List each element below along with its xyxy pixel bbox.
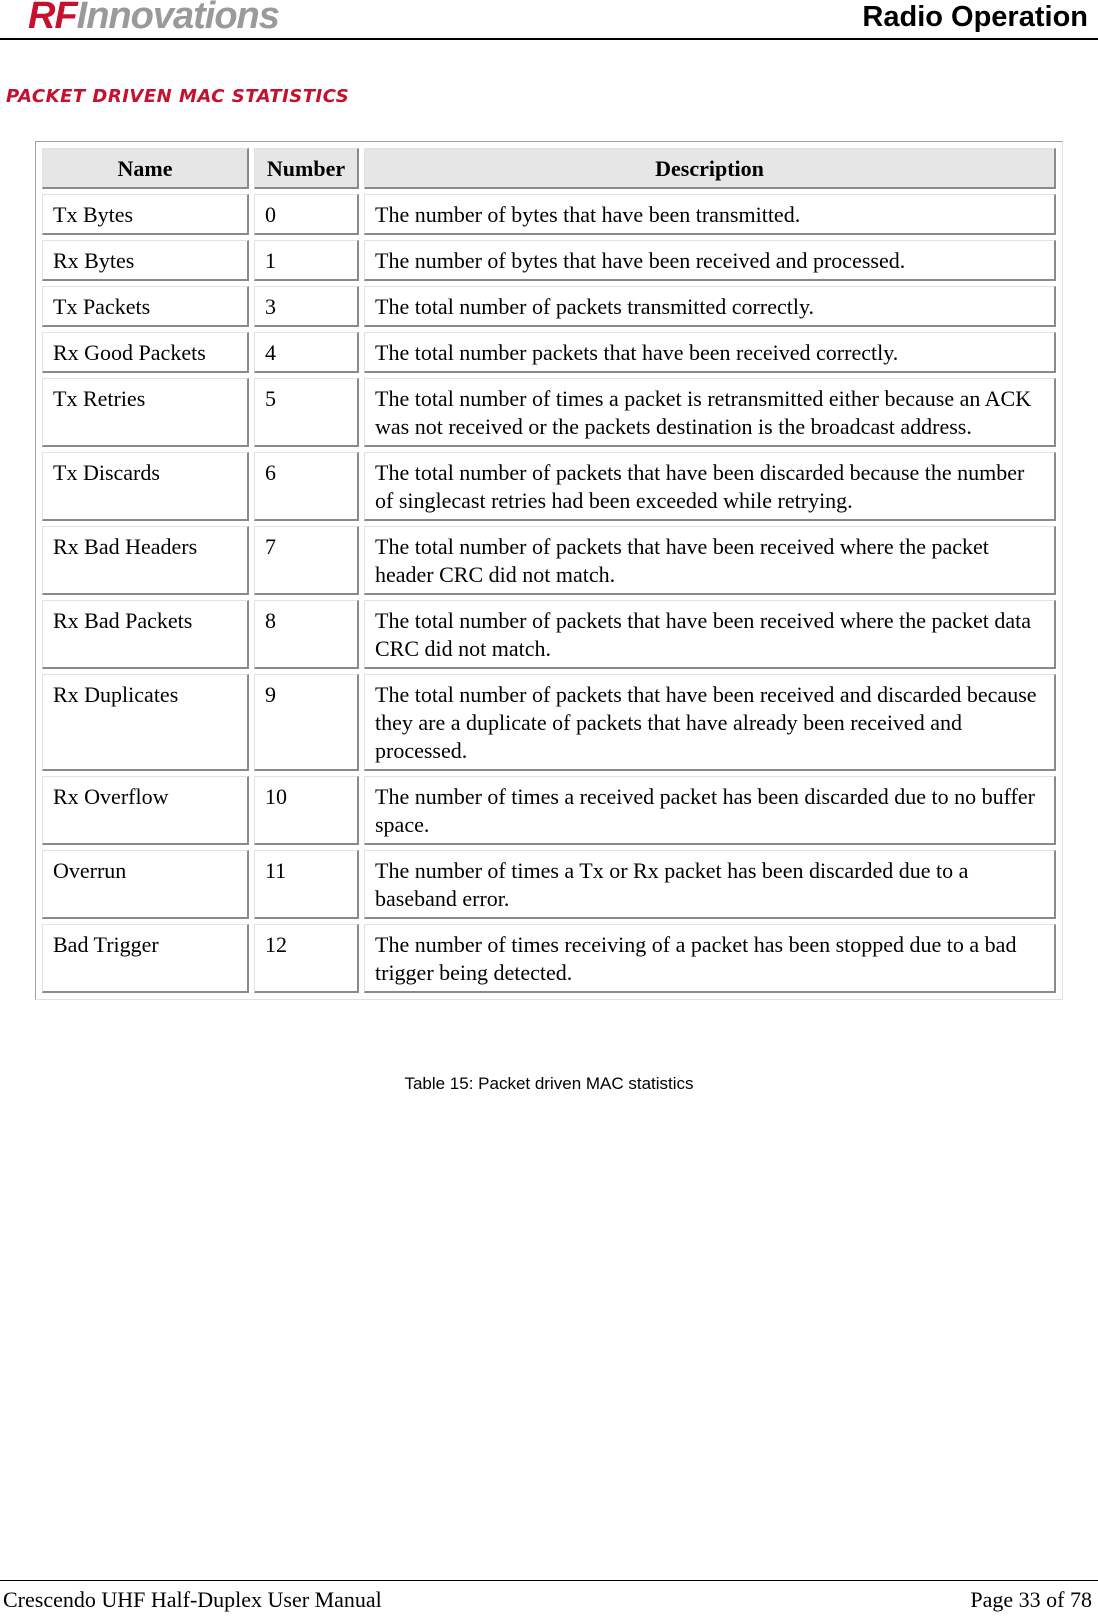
cell-number: 6 <box>254 452 359 521</box>
cell-name: Tx Bytes <box>42 194 249 235</box>
cell-description: The number of bytes that have been received and processed. <box>364 240 1056 281</box>
page-header <box>0 0 1098 40</box>
cell-description: The total number of packets that have been received where the packet header CRC did not match. <box>364 526 1056 595</box>
table-row <box>42 924 1056 993</box>
cell-name: Rx Bad Packets <box>42 600 249 669</box>
table-row <box>42 286 1056 327</box>
footer-page-number: Page 33 of 78 <box>970 1587 1092 1612</box>
cell-description: The total number of packets that have been discarded because the number of singlecast retries had been exceeded while retrying. <box>364 452 1056 521</box>
table-row <box>42 332 1056 373</box>
cell-number: 8 <box>254 600 359 669</box>
table-row <box>42 674 1056 771</box>
cell-description: The number of times a Tx or Rx packet has been discarded due to a baseband error. <box>364 850 1056 919</box>
cell-name: Tx Retries <box>42 378 249 447</box>
cell-name: Tx Packets <box>42 286 249 327</box>
cell-name: Rx Bytes <box>42 240 249 281</box>
cell-description: The number of times a received packet has been discarded due to no buffer space. <box>364 776 1056 845</box>
cell-name: Tx Discards <box>42 452 249 521</box>
cell-number: 9 <box>254 674 359 771</box>
cell-name: Overrun <box>42 850 249 919</box>
cell-number: 4 <box>254 332 359 373</box>
cell-number: 3 <box>254 286 359 327</box>
cell-description: The total number of packets that have been received where the packet data CRC did not match. <box>364 600 1056 669</box>
cell-name: Rx Good Packets <box>42 332 249 373</box>
cell-number: 10 <box>254 776 359 845</box>
table-header-row <box>42 148 1056 189</box>
rf-innovations-logo: RFInnovations <box>28 0 279 37</box>
table-row <box>42 600 1056 669</box>
cell-description: The total number of packets transmitted correctly. <box>364 286 1056 327</box>
cell-description: The total number of packets that have been received and discarded because they are a duplicate of packets that have already been received and processed. <box>364 674 1056 771</box>
header-title: Radio Operation <box>862 1 1088 33</box>
cell-description: The total number packets that have been received correctly. <box>364 332 1056 373</box>
table-caption: Table 15: Packet driven MAC statistics <box>404 1074 694 1093</box>
cell-description: The number of times receiving of a packet has been stopped due to a bad trigger being detected. <box>364 924 1056 993</box>
cell-number: 0 <box>254 194 359 235</box>
cell-name: Rx Duplicates <box>42 674 249 771</box>
statistics-table-frame <box>35 141 1063 1000</box>
cell-number: 5 <box>254 378 359 447</box>
table-row <box>42 194 1056 235</box>
column-header-name: Name <box>42 148 249 189</box>
table-row <box>42 240 1056 281</box>
cell-number: 7 <box>254 526 359 595</box>
cell-name: Rx Bad Headers <box>42 526 249 595</box>
table-row <box>42 452 1056 521</box>
table-body <box>42 194 1056 993</box>
section-title: PACKET DRIVEN MAC STATISTICS <box>6 86 350 107</box>
table-row <box>42 850 1056 919</box>
cell-number: 1 <box>254 240 359 281</box>
cell-description: The number of bytes that have been transmitted. <box>364 194 1056 235</box>
cell-number: 11 <box>254 850 359 919</box>
table-row <box>42 526 1056 595</box>
table-row <box>42 776 1056 845</box>
page-footer <box>0 1580 1098 1619</box>
footer-manual-title: Crescendo UHF Half-Duplex User Manual <box>3 1587 382 1612</box>
cell-description: The total number of times a packet is retransmitted either because an ACK was not received or the packets destination is the broadcast address. <box>364 378 1056 447</box>
statistics-table <box>37 143 1061 998</box>
column-header-number: Number <box>254 148 359 189</box>
column-header-description: Description <box>364 148 1056 189</box>
cell-name: Rx Overflow <box>42 776 249 845</box>
cell-name: Bad Trigger <box>42 924 249 993</box>
cell-number: 12 <box>254 924 359 993</box>
table-row <box>42 378 1056 447</box>
